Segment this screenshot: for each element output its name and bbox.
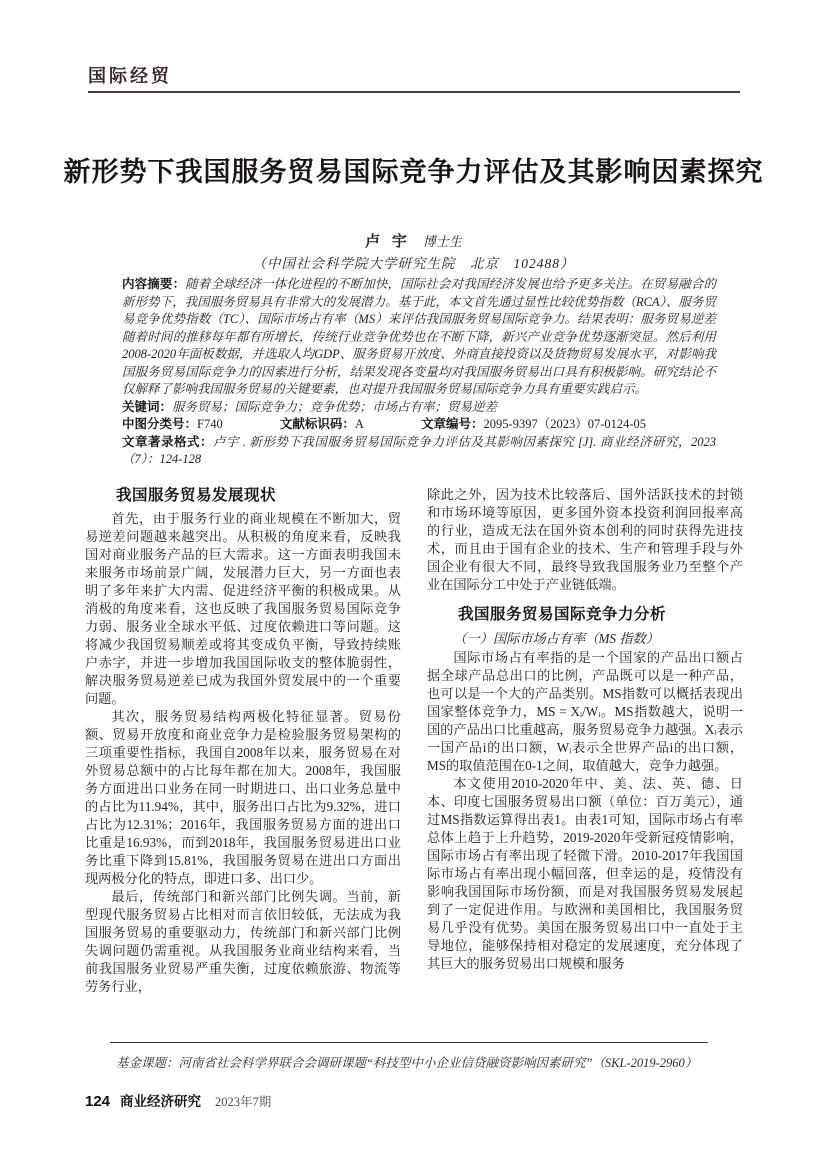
right-subheading: （一）国际市场占有率（MS 指数） — [453, 631, 659, 646]
author-degree: 博士生 — [422, 234, 462, 249]
right-column — [427, 486, 743, 1038]
author-name: 卢 宇 — [365, 234, 411, 250]
right-heading: 我国服务贸易国际竞争力分析 — [458, 606, 667, 623]
affiliation: （中国社会科学院大学研究生院 北京 102488） — [252, 256, 575, 271]
header-rule — [88, 91, 740, 93]
classification-line — [122, 416, 716, 434]
keywords-label: 关键词： — [122, 399, 173, 414]
left-paragraph-3: 最后，传统部门和新兴部门比例失调。当前，新型现代服务贸易占比相对而言依旧较低，无法成为我国服务贸易的重要驱动力，传统部门和新兴部门比例失调问题仍需重视。从我国服务业商业结构来看，当前我国服务业贸易严重失衡，过度依赖旅游、物流等劳务行业， — [85, 889, 401, 994]
article-no-segment — [421, 416, 646, 434]
clc-label: 中图分类号： — [122, 417, 198, 431]
abstract-label: 内容摘要： — [122, 277, 186, 291]
footer-journal-name: 商业经济研究 — [120, 1094, 202, 1109]
left-paragraph-2: 其次，服务贸易结构两极化特征显著。贸易份额、贸易开放度和商业竞争力是检验服务贸易架构的三项重要性指标，我国自2008年以来，服务贸易在对外贸易总额中的占比每年都在加大。2008年，我国服务方面进出口业务在同一时期进口、出口业务总量中的占比为11.94%，其中，服务出口占比为9.32%，进口占比为12.31%；2016年，我国服务贸易方面的进出口比重是16.93%，而到2018年，我国服务贸易进出口业务比重下降到15.81%，我国服务贸易在进出口方面出现两极分化的特点，即进口多、出口少。 — [85, 709, 401, 886]
article-title: 新形势下我国服务贸易国际竞争力评估及其影响因素探究 — [63, 157, 764, 187]
doc-code-segment — [280, 416, 364, 434]
clc-value: F740 — [197, 417, 223, 431]
footer-page-number: 124 — [85, 1093, 111, 1110]
abstract-text: 随着全球经济一体化进程的不断加快，国际社会对我国经济发展也给予更多关注。在贸易融合的新形势下，我国服务贸易具有非常大的发展潜力。基于此，本文首先通过显性比较优势指数（RCA）、服务贸易竞争优势指数（TC）、国际市场占有率（MS）来评估我国服务贸易国际竞争力。结果表明：服务贸易逆差随着时间的推移每年都有所增长，传统行业竞争优势也在不断下降，新兴产业竞争优势逐渐突显。然后利用2008-2020年面板数据，并选取人均GDP、服务贸易开放度、外商直接投资以及货物贸易发展水平，对影响我国服务贸易国际竞争力的因素进行分析，结果发现各变量均对我国服务贸易出口具有积极影响。研究结论不仅解释了影响我国服务贸易的关键要素，也对提升我国服务贸易国际竞争力具有重要实践启示。 — [122, 277, 716, 396]
keywords — [122, 399, 716, 417]
left-column — [85, 486, 401, 1038]
article-no-value: 2095-9397（2023）07-0124-05 — [483, 417, 647, 431]
footnote-text: 基金课题：河南省社会科学界联合会调研课题“科技型中小企业信贷融资影响因素研究”（SKL-2019-2960） — [116, 1056, 698, 1070]
meta-block — [122, 276, 716, 469]
right-paragraph-2: 本文使用2010-2020年中、美、法、英、德、日本、印度七国服务贸易出口额（单位：百万美元），通过MS指数运算得出表1。由表1可知，国际市场占有率总体上趋于上升趋势，2019-2020年受新冠疫情影响，国际市场占有率出现了轻微下滑。2010-2017年我国国际市场占有率出现小幅回落，但幸运的是，疫情没有影响我国国际市场份额，而是对我国服务贸易发展起到了一定促进作用。与欧洲和美国相比，我国服务贸易几乎没有优势。美国在服务贸易出口中一直处于主导地位，能够保持相对稳定的发展速度，充分体现了其巨大的服务贸易出口规模和服务 — [427, 776, 743, 971]
footnote-rule — [110, 1042, 708, 1043]
keywords-text: 服务贸易；国际竞争力；竞争优势；市场占有率；贸易逆差 — [172, 399, 498, 414]
author-line — [0, 230, 827, 251]
doc-code-value: A — [354, 417, 364, 431]
doc-code-label: 文献标识码： — [279, 417, 355, 431]
body-columns — [85, 486, 743, 1038]
clc-segment — [122, 416, 223, 434]
left-paragraph-1: 首先，由于服务行业的商业规模在不断加大，贸易逆差问题越来越突出。从积极的角度来看，反映我国对商业服务产品的巨大需求。这一方面表明我国未来服务市场前景广阔，发展潜力巨大，另一方面也表明了多年来扩大内需、促进经济平衡的积极成果。从消极的角度来看，这也反映了我国服务贸易国际竞争力弱、服务业全球水平低、过度依赖进口等问题。这将减少我国贸易顺差或将其变成负平衡，导致持续账户赤字，并进一步增加我国国际收支的整体脆弱性，解决服务贸易逆差已成为我国外贸发展中的一个重要问题。 — [85, 511, 401, 706]
citation-label: 文章著录格式： — [122, 434, 213, 449]
section-label: 国际经贸 — [88, 66, 172, 86]
page-footer — [85, 1090, 685, 1110]
citation — [122, 434, 716, 469]
right-paragraph-1: 国际市场占有率指的是一个国家的产品出口额占据全球产品总出口的比例，产品既可以是一种产品，也可以是一个大的产品类别。MS指数可以概括表现出国家整体竞争力，MS = Xᵢ/Wᵢ。MS指数越大，说明一国的产品出口比重越高，服务贸易竞争力越强。Xᵢ表示一国产品i的出口额，Wᵢ表示全世界产品i的出口额，MS的取值范围在0-1之间，取值越大，竞争力越强。 — [427, 650, 743, 773]
footer-issue: 2023年7期 — [215, 1095, 272, 1109]
left-heading: 我国服务贸易发展现状 — [116, 487, 277, 504]
right-paragraph-continued: 除此之外，因为技术比较落后、国外活跃技术的封锁和市场环境等原因，更多国外资本投资利润回报率高的行业，造成无法在国外资本创利的同时获得先进技术，而且由于国有企业的技术、生产和管理手段与外国企业有很大不同，最终导致我国服务业乃至整个产业在国际分工中处于产业链低端。 — [427, 487, 743, 592]
article-no-label: 文章编号： — [421, 417, 484, 431]
citation-text: 卢宇 . 新形势下我国服务贸易国际竞争力评估及其影响因素探究 [J]. 商业经济研究，2023（7）：124-128 — [122, 434, 716, 466]
abstract — [122, 276, 716, 399]
